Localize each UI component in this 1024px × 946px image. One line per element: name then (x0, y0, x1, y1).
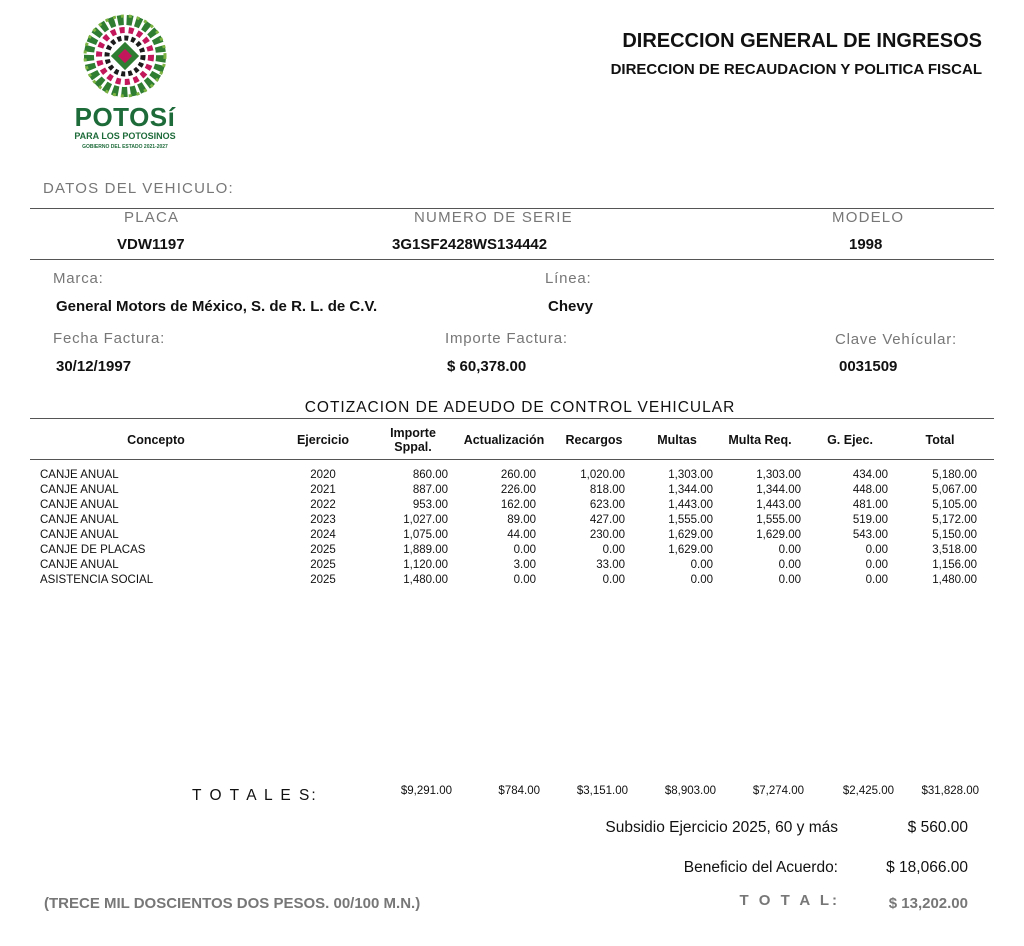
serie-label: NUMERO DE SERIE (414, 209, 573, 226)
row-cell: 0.00 (690, 559, 713, 571)
row-cell: 2023 (310, 514, 336, 526)
row-cell: 860.00 (412, 469, 448, 481)
row-cell: 5,105.00 (932, 499, 977, 511)
row-cell: 623.00 (589, 499, 625, 511)
row-cell: 44.00 (507, 529, 536, 541)
divider-quote-top (30, 418, 994, 419)
row-cell: 2022 (310, 499, 336, 511)
header-title: DIRECCION GENERAL DE INGRESOS (622, 30, 982, 52)
row-cell: 1,344.00 (668, 484, 713, 496)
marca-value: General Motors de México, S. de R. L. de C.V. (56, 298, 378, 315)
header-subtitle: DIRECCION DE RECAUDACION Y POLITICA FISCAL (610, 61, 982, 78)
row-cell: 818.00 (589, 484, 625, 496)
row-cell: 1,629.00 (756, 529, 801, 541)
row-cell: 2025 (310, 574, 336, 586)
col-concepto: Concepto (127, 433, 185, 447)
row-cell: 0.00 (778, 559, 801, 571)
row-cell: 2025 (310, 559, 336, 571)
row-cell: 0.00 (513, 574, 536, 586)
row-cell: 1,303.00 (668, 469, 713, 481)
linea-value: Chevy (548, 298, 594, 315)
totals-label: T O T A L E S: (192, 787, 318, 804)
modelo-label: MODELO (832, 209, 905, 226)
row-cell: 543.00 (852, 529, 888, 541)
divider-vehicle (30, 259, 994, 260)
row-cell: 0.00 (778, 574, 801, 586)
row-cell: 3,518.00 (932, 544, 977, 556)
row-cell: 0.00 (778, 544, 801, 556)
row-cell: 427.00 (589, 514, 625, 526)
logo-wordmark: POTOSí (74, 102, 176, 132)
row-cell: 230.00 (589, 529, 625, 541)
beneficio-label: Beneficio del Acuerdo: (683, 859, 838, 876)
row-cell: 953.00 (412, 499, 448, 511)
total-cell: $7,274.00 (752, 785, 804, 797)
vehicle-section-label: DATOS DEL VEHICULO: (43, 180, 234, 197)
row-cell: 1,629.00 (668, 529, 713, 541)
row-cell: 0.00 (602, 574, 625, 586)
col-recargos: Recargos (565, 433, 623, 447)
row-cell: 1,303.00 (756, 469, 801, 481)
row-cell: 1,027.00 (403, 514, 448, 526)
row-concepto: CANJE ANUAL (40, 559, 119, 571)
col-g-ejec: G. Ejec. (827, 433, 873, 447)
placa-value: VDW1197 (117, 236, 185, 253)
row-cell: 1,555.00 (756, 514, 801, 526)
row-cell: 2020 (310, 469, 336, 481)
row-cell: 33.00 (596, 559, 625, 571)
row-concepto: CANJE ANUAL (40, 514, 119, 526)
total-label: T O T A L: (739, 892, 840, 909)
row-cell: 1,443.00 (668, 499, 713, 511)
row-concepto: CANJE ANUAL (40, 469, 119, 481)
row-cell: 0.00 (865, 574, 888, 586)
marca-label: Marca: (53, 270, 104, 287)
beneficio-value: $ 18,066.00 (886, 859, 968, 876)
row-cell: 0.00 (865, 544, 888, 556)
importe-factura-value: $ 60,378.00 (447, 358, 527, 375)
clave-vehicular-value: 0031509 (839, 358, 898, 375)
row-cell: 0.00 (865, 559, 888, 571)
col-total: Total (925, 433, 955, 447)
row-cell: 481.00 (852, 499, 888, 511)
linea-label: Línea: (545, 270, 592, 287)
row-cell: 1,480.00 (932, 574, 977, 586)
col-ejercicio: Ejercicio (296, 433, 350, 447)
row-cell: 5,180.00 (932, 469, 977, 481)
row-concepto: ASISTENCIA SOCIAL (40, 574, 154, 586)
serie-value: 3G1SF2428WS134442 (392, 236, 548, 253)
total-cell: $784.00 (498, 785, 540, 797)
row-cell: 226.00 (500, 484, 536, 496)
row-cell: 448.00 (852, 484, 888, 496)
potosi-emblem-icon (62, 14, 188, 104)
total-value: $ 13,202.00 (888, 895, 968, 912)
row-cell: 260.00 (500, 469, 536, 481)
row-concepto: CANJE ANUAL (40, 484, 119, 496)
total-cell: $3,151.00 (576, 785, 628, 797)
row-cell: 519.00 (852, 514, 888, 526)
row-cell: 3.00 (513, 559, 536, 571)
importe-factura-label: Importe Factura: (445, 330, 568, 347)
total-cell: $2,425.00 (842, 785, 894, 797)
row-cell: 1,889.00 (403, 544, 448, 556)
row-cell: 1,075.00 (403, 529, 448, 541)
row-cell: 0.00 (602, 544, 625, 556)
row-cell: 1,629.00 (668, 544, 713, 556)
row-cell: 1,156.00 (932, 559, 977, 571)
row-cell: 1,020.00 (580, 469, 625, 481)
row-cell: 1,120.00 (403, 559, 448, 571)
row-cell: 1,555.00 (668, 514, 713, 526)
row-cell: 887.00 (412, 484, 448, 496)
row-cell: 5,150.00 (932, 529, 977, 541)
fecha-factura-value: 30/12/1997 (56, 358, 132, 375)
row-cell: 1,443.00 (756, 499, 801, 511)
col-multa-req: Multa Req. (728, 433, 792, 447)
logo-tagline: PARA LOS POTOSINOS (74, 131, 176, 141)
col-actualizacion: Actualización (463, 433, 545, 447)
modelo-value: 1998 (849, 236, 883, 253)
row-cell: 2021 (310, 484, 336, 496)
fecha-factura-label: Fecha Factura: (53, 330, 166, 347)
col-multas: Multas (657, 433, 697, 447)
row-cell: 2024 (310, 529, 336, 541)
row-cell: 0.00 (513, 544, 536, 556)
col-importe: Importe Sppal. (390, 426, 436, 454)
total-cell: $9,291.00 (400, 785, 452, 797)
row-concepto: CANJE ANUAL (40, 499, 119, 511)
row-concepto: CANJE DE PLACAS (40, 544, 146, 556)
clave-vehicular-label: Clave Vehícular: (835, 331, 958, 348)
quote-title: COTIZACION DE ADEUDO DE CONTROL VEHICULAR (304, 399, 736, 416)
state-logo (62, 14, 188, 154)
row-cell: 89.00 (507, 514, 536, 526)
row-cell: 1,480.00 (403, 574, 448, 586)
logo-government-period: GOBIERNO DEL ESTADO 2021-2027 (82, 144, 168, 150)
row-cell: 162.00 (500, 499, 536, 511)
row-cell: 1,344.00 (756, 484, 801, 496)
subsidio-label: Subsidio Ejercicio 2025, 60 y más (605, 819, 838, 836)
row-concepto: CANJE ANUAL (40, 529, 119, 541)
divider-quote-header (30, 459, 994, 460)
total-cell: $8,903.00 (664, 785, 716, 797)
total-cell: $31,828.00 (921, 785, 979, 797)
subsidio-value: $ 560.00 (907, 819, 968, 836)
row-cell: 5,172.00 (932, 514, 977, 526)
row-cell: 5,067.00 (932, 484, 977, 496)
placa-label: PLACA (124, 209, 180, 226)
amount-in-words: (TRECE MIL DOSCIENTOS DOS PESOS. 00/100 M.N.) (44, 895, 421, 912)
row-cell: 0.00 (690, 574, 713, 586)
row-cell: 434.00 (852, 469, 888, 481)
row-cell: 2025 (310, 544, 336, 556)
